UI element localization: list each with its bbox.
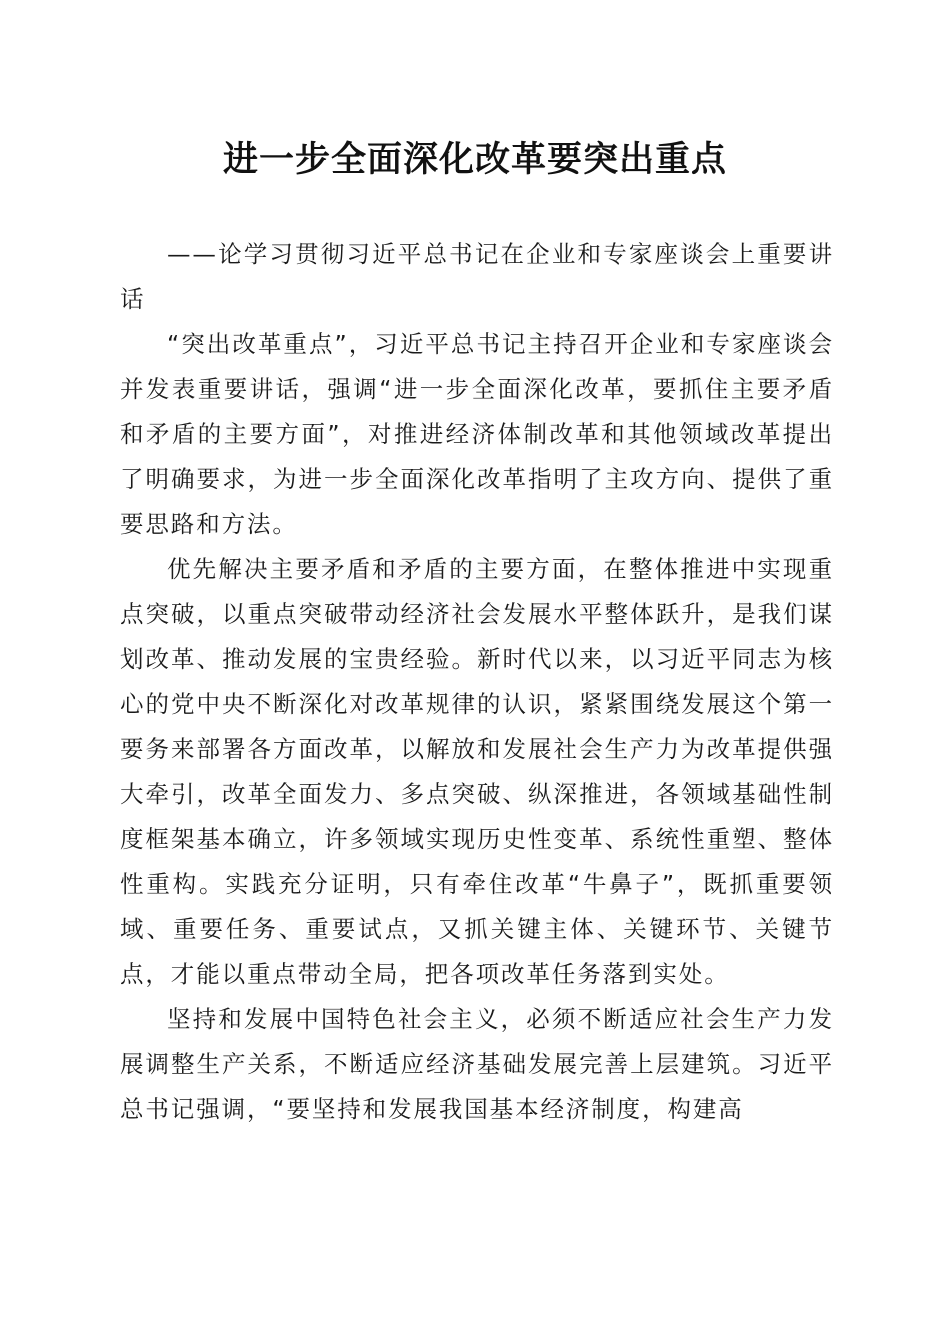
document-body (120, 232, 834, 1132)
paragraph: “突出改革重点”，习近平总书记主持召开企业和专家座谈会并发表重要讲话，强调“进一步全面深化改革，要抓住主要矛盾和矛盾的主要方面”，对推进经济体制改革和其他领域改革提出了明确要求，为进一步全面深化改革指明了主攻方向、提供了重要思路和方法。 (120, 330, 834, 538)
subtitle: ——论学习贯彻习近平总书记在企业和专家座谈会上重要讲话 (120, 240, 834, 313)
document-title: 进一步全面深化改革要突出重点 (222, 139, 727, 180)
paragraph: 优先解决主要矛盾和矛盾的主要方面，在整体推进中实现重点突破，以重点突破带动经济社会发展水平整体跃升，是我们谋划改革、推动发展的宝贵经验。新时代以来，以习近平同志为核心的党中央不断深化对改革规律的认识，紧紧围绕发展这个第一要务来部署各方面改革，以解放和发展社会生产力为改革提供强大牵引，改革全面发力、多点突破、纵深推进，各领域基础性制度框架基本确立，许多领域实现历史性变革、系统性重塑、整体性重构。实践充分证明，只有牵住改革“牛鼻子”，既抓重要领域、重要任务、重要试点，又抓关键主体、关键环节、关键节点，才能以重点带动全局，把各项改革任务落到实处。 (120, 555, 834, 988)
paragraph: 坚持和发展中国特色社会主义，必须不断适应社会生产力发展调整生产关系，不断适应经济基础发展完善上层建筑。习近平总书记强调，“要坚持和发展我国基本经济制度，构建高 (120, 1005, 834, 1123)
